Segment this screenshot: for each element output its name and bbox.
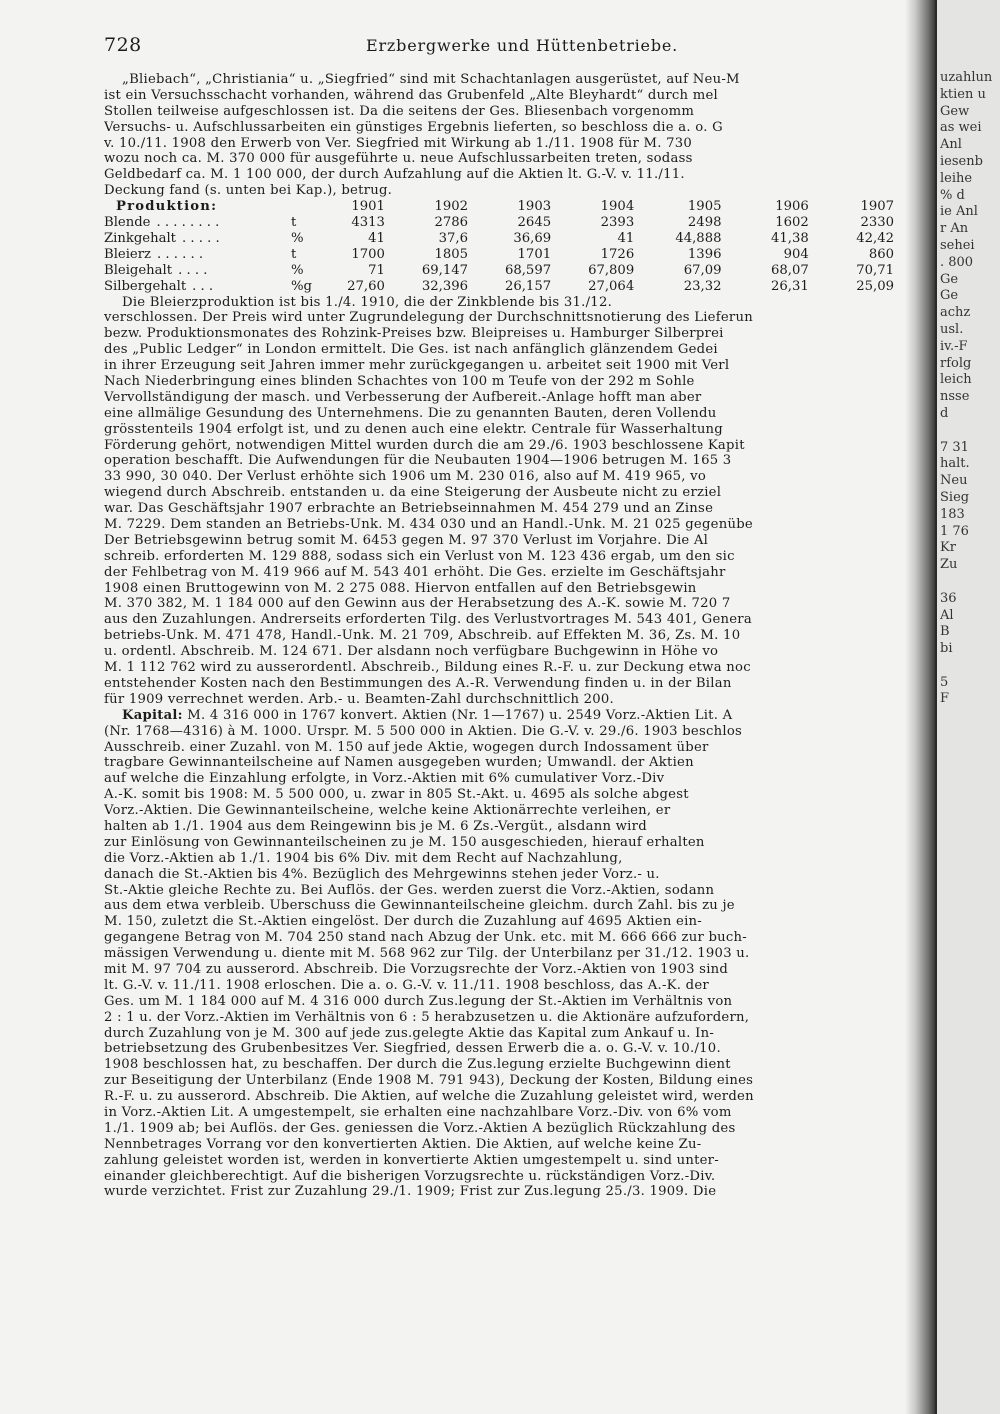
year-header: 1902 — [434, 199, 468, 215]
facing-fragment: ktien u — [940, 86, 986, 102]
page-header — [104, 34, 904, 60]
facing-fragment: d — [940, 405, 949, 421]
leader-dots: . . . . . . — [157, 246, 204, 262]
text-line: Vorz.-Aktien. Die Gewinnanteilscheine, welche keine Aktionärrechte verleihen, er — [104, 803, 671, 819]
year-header: 1901 — [351, 199, 385, 215]
text-line: v. 10./11. 1908 den Erwerb von Ver. Siegfried mit Wirkung ab 1./11. 1908 für M. 730 — [104, 135, 693, 151]
text-line: St.-Aktie gleiche Rechte zu. Bei Auflös. der Ges. werden zuerst die Vorz.-Aktien, sodann — [104, 882, 715, 898]
production-row — [104, 247, 904, 263]
row-unit: t — [291, 246, 297, 262]
value-cell: 23,32 — [683, 278, 722, 294]
kapital-first-text: M. 4 316 000 in 1767 konvert. Aktien (Nr. 1—1767) u. 2549 Vorz.-Aktien Lit. A — [187, 707, 733, 723]
value-cell: 70,71 — [856, 262, 894, 278]
text-line: R.-F. u. zu ausserord. Abschreib. Die Aktien, auf welche die Zuzahlung geleistet wird, werden — [104, 1089, 754, 1105]
value-cell: 2330 — [860, 215, 894, 231]
facing-fragment: Kr — [940, 540, 956, 556]
value-cell: 27,064 — [588, 278, 635, 294]
text-line: zur Einlösung von Gewinnanteilscheinen zu je M. 150 ausgeschieden, hierauf erhalten — [104, 834, 705, 850]
row-name: Bleierz — [104, 246, 151, 262]
facing-fragment: 5 — [940, 674, 949, 690]
text-line: der Fehlbetrag von M. 419 966 auf M. 543 401 erhöht. Die Ges. erzielte im Geschäftsjahr — [104, 564, 726, 580]
value-cell: 1726 — [600, 246, 635, 262]
facing-fragment: Ge — [940, 288, 959, 304]
value-cell: 2786 — [434, 215, 468, 231]
value-cell: 860 — [868, 246, 894, 262]
facing-fragment: 36 — [940, 590, 957, 606]
facing-fragment: Anl — [940, 137, 962, 153]
text-line: tragbare Gewinnanteilscheine auf Namen ausgegeben wurden; Umwandl. der Aktien — [104, 755, 694, 771]
text-line: 1./1. 1909 ab; bei Auflös. der Ges. geniessen die Vorz.-Aktien A bezüglich Rückzahlung des — [104, 1120, 736, 1136]
text-line: Geldbedarf ca. M. 1 100 000, der durch Aufzahlung auf die Aktien lt. G.-V. v. 11./11. — [104, 167, 685, 183]
text-line: betriebsetzung des Grubenbesitzes Ver. Siegfried, dessen Erwerb die a. o. G.-V. v. 10./10. — [104, 1041, 721, 1057]
text-line: die Vorz.-Aktien ab 1./1. 1904 bis 6% Div. mit dem Recht auf Nachzahlung, — [104, 850, 623, 866]
value-cell: 69,147 — [421, 262, 468, 278]
facing-fragment: 7 31 — [940, 439, 969, 455]
kapital-label: Kapital: — [122, 707, 183, 723]
text-line: mit M. 97 704 zu ausserord. Abschreib. Die Vorzugsrechte der Vorz.-Aktien von 1903 sind — [104, 961, 729, 977]
row-unit: % — [291, 262, 304, 278]
text-line: M. 7229. Dem standen an Betriebs-Unk. M. 434 030 und an Handl.-Unk. M. 21 025 gegenübe — [104, 517, 753, 533]
text-line: mässigen Verwendung u. diente mit M. 568 962 zur Tilg. der Unterbilanz per 31./12. 1903 u. — [104, 946, 750, 962]
value-cell: 44,888 — [675, 230, 722, 246]
value-cell: 27,60 — [347, 278, 385, 294]
text-line: 33 990, 30 040. Der Verlust erhöhte sich 1906 um M. 230 016, also auf M. 419 965, vo — [104, 469, 707, 485]
facing-fragment: Sieg — [940, 489, 970, 505]
facing-fragment: leich — [940, 372, 972, 388]
page-body — [104, 72, 904, 1200]
leader-dots: . . . . — [178, 262, 208, 278]
text-line: aus den Zuzahlungen. Andrerseits erforderten Tilg. des Verlustvortrages M. 543 401, Genera — [104, 612, 752, 628]
facing-fragment: Neu — [940, 473, 968, 489]
text-line: bezw. Produktionsmonates des Rohzink-Preises bzw. Bleipreises u. Hamburger Silberprei — [104, 326, 724, 342]
text-line: M. 1 112 762 wird zu ausserordentl. Abschreib., Bildung eines R.-F. u. zur Deckung etwa noc — [104, 660, 751, 676]
kapital-paragraph — [104, 724, 904, 1201]
facing-fragment: uzahlun — [940, 70, 993, 85]
value-cell: 25,09 — [856, 278, 894, 294]
facing-fragment: leihe — [940, 170, 973, 186]
text-line: wozu noch ca. M. 370 000 für ausgeführte u. neue Aufschlussarbeiten treten, sodass — [104, 151, 693, 167]
production-header-row — [104, 199, 904, 215]
value-cell: 67,809 — [588, 262, 635, 278]
text-line: grösstenteils 1904 erfolgt ist, und zu denen auch eine elektr. Centrale für Wasserhaltung — [104, 421, 723, 437]
text-line: Ausschreib. einer Zuzahl. von M. 150 auf jede Aktie, wogegen durch Indossament über — [104, 739, 709, 755]
text-line: des „Public Ledger“ in London ermittelt. Die Ges. ist nach anfänglich glänzendem Gedei — [104, 342, 718, 358]
text-line: 2 : 1 u. der Vorz.-Aktien im Verhältnis von 6 : 5 herabzusetzen u. die Aktionäre aufzufordern, — [104, 1009, 750, 1025]
value-cell: 36,69 — [513, 230, 552, 246]
facing-fragment: Zu — [940, 557, 958, 573]
row-unit: t — [291, 215, 297, 231]
year-header: 1903 — [517, 199, 552, 215]
facing-fragment: B — [940, 624, 950, 640]
running-title: Erzbergwerke und Hüttenbetriebe. — [366, 36, 679, 55]
row-name: Bleigehalt — [104, 262, 173, 278]
value-cell: 41,38 — [770, 230, 809, 246]
value-cell: 4313 — [351, 215, 385, 231]
facing-fragment: 1 76 — [940, 523, 969, 539]
value-cell: 41 — [368, 230, 385, 246]
facing-fragment: F — [940, 691, 950, 707]
text-line: 1908 einen Bruttogewinn von M. 2 275 088. Hiervon entfallen auf den Betriebsgewin — [104, 580, 697, 596]
production-table — [104, 199, 904, 294]
facing-fragment: % d — [940, 187, 965, 203]
facing-fragment — [940, 423, 1000, 440]
facing-fragment: rfolg — [940, 355, 972, 371]
row-unit: % — [291, 230, 304, 246]
text-line: Versuchs- u. Aufschlussarbeiten ein günstiges Ergebnis lieferten, so beschloss die a. o. G — [104, 119, 723, 135]
text-line: Deckung fand (s. unten bei Kap.), betrug. — [104, 183, 393, 199]
value-cell: 2393 — [600, 215, 635, 231]
row-label — [104, 263, 291, 279]
value-cell: 68,597 — [504, 262, 552, 278]
row-name: Silbergehalt — [104, 278, 187, 294]
value-cell: 1700 — [351, 246, 385, 262]
row-name: Zinkgehalt — [104, 230, 176, 246]
value-cell: 1701 — [517, 246, 552, 262]
text-line: betriebs-Unk. M. 471 478, Handl.-Unk. M. 21 709, Abschreib. auf Effekten M. 36, Zs. M. 10 — [104, 628, 741, 644]
value-cell: 67,09 — [683, 262, 722, 278]
text-line: halten ab 1./1. 1904 aus dem Reingewinn bis je M. 6 Zs.-Vergüt., alsdann wird — [104, 818, 647, 834]
facing-fragment: nsse — [940, 389, 970, 405]
leader-dots: . . . . . — [181, 230, 220, 246]
facing-fragment: 183 — [940, 506, 965, 522]
value-cell: 41 — [617, 230, 635, 246]
text-line: u. ordentl. Abschreib. M. 124 671. Der alsdann noch verfügbare Buchgewinn in Höhe vo — [104, 644, 719, 660]
production-row — [104, 263, 904, 279]
value-cell: 26,31 — [770, 278, 809, 294]
value-cell: 32,396 — [421, 278, 468, 294]
text-line: aus dem etwa verbleib. Überschuss die Gewinnanteilscheine gleichm. durch Zahl. bis zu je — [104, 898, 735, 914]
text-line: für 1909 verrechnet werden. Arb.- u. Beamten-Zahl durchschnittlich 200. — [104, 691, 615, 707]
text-line: M. 370 382, M. 1 184 000 auf den Gewinn aus der Herabsetzung des A.-K. sowie M. 720 7 — [104, 596, 731, 612]
text-line: zahlung geleistet worden ist, werden in konvertierte Aktien umgestempelt u. sind unter- — [104, 1152, 719, 1168]
text-line: eine allmälige Gesundung des Unternehmens. Die zu genannten Bauten, deren Vollendu — [104, 405, 717, 421]
kapital-first-line — [104, 708, 904, 724]
text-line: Ges. um M. 1 184 000 auf M. 4 316 000 durch Zus.legung der St.-Aktien im Verhältnis von — [104, 993, 733, 1009]
page-number: 728 — [104, 34, 142, 56]
year-header: 1907 — [860, 199, 894, 215]
text-line: Die Bleierzproduktion ist bis 1./4. 1910, die der Zinkblende bis 31./12. — [122, 294, 613, 310]
text-line: einander gleichberechtigt. Auf die bisherigen Vorzugsrechte u. rückständigen Vorz.-Div. — [104, 1168, 716, 1184]
year-header: 1904 — [600, 199, 635, 215]
text-line: 1908 beschlossen hat, zu beschaffen. Der durch die Zus.legung erzielte Buchgewinn dient — [104, 1057, 731, 1073]
intro-paragraph — [104, 72, 904, 199]
text-line: in ihrer Erzeugung seit Jahren immer mehr zurückgegangen u. arbeitet seit 1900 mit Verl — [104, 358, 730, 374]
text-line: M. 150, zuletzt die St.-Aktien eingelöst. Der durch die Zuzahlung auf 4695 Aktien ein- — [104, 914, 702, 930]
production-row — [104, 231, 904, 247]
facing-fragment: iv.-F — [940, 338, 968, 354]
production-row — [104, 215, 904, 231]
facing-fragment: ie Anl — [940, 204, 978, 220]
book-gutter — [905, 0, 935, 1414]
text-line: lt. G.-V. v. 11./11. 1908 erloschen. Die a. o. G.-V. v. 11./11. 1908 beschloss, das A.-K. der — [104, 977, 709, 993]
text-line: (Nr. 1768—4316) à M. 1000. Urspr. M. 5 500 000 in Aktien. Die G.-V. v. 29./6. 1903 beschlos — [104, 723, 743, 739]
text-line: A.-K. somit bis 1908: M. 5 500 000, u. zwar in 805 St.-Akt. u. 4695 als solche abgest — [104, 787, 689, 803]
facing-fragment — [940, 658, 1000, 675]
text-line: durch Zuzahlung von je M. 300 auf jede zus.gelegte Aktie das Kapital zum Ankauf u. In- — [104, 1025, 715, 1041]
text-line: wurde verzichtet. Frist zur Zuzahlung 29./1. 1909; Frist zur Zus.legung 25./3. 1909. Die — [104, 1184, 717, 1200]
production-paragraph — [104, 295, 904, 708]
text-line: Stollen teilweise aufgeschlossen ist. Da die seitens der Ges. Bliesenbach vorgenomm — [104, 103, 695, 119]
row-label — [104, 215, 291, 231]
facing-fragment: sehei — [940, 237, 975, 253]
text-line: war. Das Geschäftsjahr 1907 erbrachte an Betriebseinnahmen M. 454 279 und an Zinse — [104, 501, 714, 517]
facing-fragment: usl. — [940, 321, 964, 337]
facing-fragment: Ge — [940, 271, 959, 287]
value-cell: 904 — [783, 246, 809, 262]
text-line: „Bliebach“, „Christiania“ u. „Siegfried“ sind mit Schachtanlagen ausgerüstet, auf Neu-M — [122, 72, 740, 87]
value-cell: 37,6 — [438, 230, 468, 246]
year-header: 1905 — [687, 199, 722, 215]
text-line: Nach Niederbringung eines blinden Schachtes von 100 m Teufe von der 292 m Sohle — [104, 374, 695, 390]
text-line: Vervollständigung der masch. und Verbesserung der Aufbereit.-Anlage hofft man aber — [104, 389, 702, 405]
leader-dots: . . . . . . . . — [156, 215, 220, 231]
facing-fragment: bi — [940, 641, 953, 657]
facing-fragment: Gew — [940, 103, 970, 119]
value-cell: 1602 — [775, 215, 809, 231]
text-line: Förderung gehört, notwendigen Mittel wurden durch die am 29./6. 1903 beschlossene Kapit — [104, 437, 745, 453]
value-cell: 1805 — [434, 246, 468, 262]
value-cell: 42,42 — [856, 230, 894, 246]
facing-fragment: Al — [940, 607, 954, 623]
value-cell: 71 — [368, 262, 385, 278]
text-line: auf welche die Einzahlung erfolgte, in Vorz.-Aktien mit 6% cumulativer Vorz.-Div — [104, 771, 665, 787]
facing-fragment: . 800 — [940, 254, 974, 270]
facing-fragment: iesenb — [940, 153, 983, 169]
facing-fragment: r An — [940, 221, 969, 237]
text-line: operation beschafft. Die Aufwendungen für die Neubauten 1904—1906 betrugen M. 165 3 — [104, 453, 732, 469]
facing-fragment: achz — [940, 305, 971, 321]
production-row — [104, 279, 904, 295]
value-cell: 68,07 — [770, 262, 809, 278]
row-label — [104, 247, 291, 263]
facing-page-fragments — [940, 70, 1000, 708]
leader-dots: . . . — [192, 278, 214, 294]
row-label — [104, 279, 291, 295]
text-line: entstehender Kosten nach den Bestimmungen des A.-R. Verwendung finden u. in der Bilan — [104, 675, 732, 691]
text-line: zur Beseitigung der Unterbilanz (Ende 1908 M. 791 943), Deckung der Kosten, Bildung eines — [104, 1073, 754, 1089]
facing-fragment — [940, 574, 1000, 591]
value-cell: 26,157 — [504, 278, 552, 294]
text-line: Nennbetrages Vorrang vor den konvertierten Aktien. Die Aktien, auf welche keine Zu- — [104, 1136, 702, 1152]
value-cell: 2645 — [517, 215, 552, 231]
row-label — [104, 231, 291, 247]
text-line: verschlossen. Der Preis wird unter Zugrundelegung der Durchschnittsnotierung des Lieferun — [104, 310, 753, 326]
text-line: danach die St.-Aktien bis 4%. Bezüglich des Mehrgewinns stehen jeder Vorz.- u. — [104, 866, 660, 882]
facing-fragment: as wei — [940, 120, 982, 136]
text-line: Der Betriebsgewinn betrug somit M. 6453 gegen M. 97 370 Verlust im Vorjahre. Die Al — [104, 532, 709, 548]
text-line: schreib. erforderten M. 129 888, sodass sich ein Verlust von M. 123 436 ergab, um den sic — [104, 548, 735, 564]
text-line: ist ein Versuchsschacht vorhanden, während das Grubenfeld „Alte Bleyhardt“ durch mel — [104, 87, 719, 103]
year-header: 1906 — [775, 199, 809, 215]
row-unit: %g — [291, 278, 312, 294]
text-line: gegangene Betrag von M. 704 250 stand nach Abzug der Unk. etc. mit M. 666 666 zur buch- — [104, 930, 747, 946]
production-label: Produktion: — [116, 199, 218, 215]
row-name: Blende — [104, 215, 151, 231]
text-line: wiegend durch Abschreib. entstanden u. da eine Steigerung der Ausbeute nicht zu erziel — [104, 485, 722, 501]
value-cell: 1396 — [687, 246, 722, 262]
value-cell: 2498 — [687, 215, 722, 231]
text-line: in Vorz.-Aktien Lit. A umgestempelt, sie erhalten eine nachzahlbare Vorz.-Div. von 6% vom — [104, 1104, 732, 1120]
facing-fragment: halt. — [940, 456, 970, 472]
